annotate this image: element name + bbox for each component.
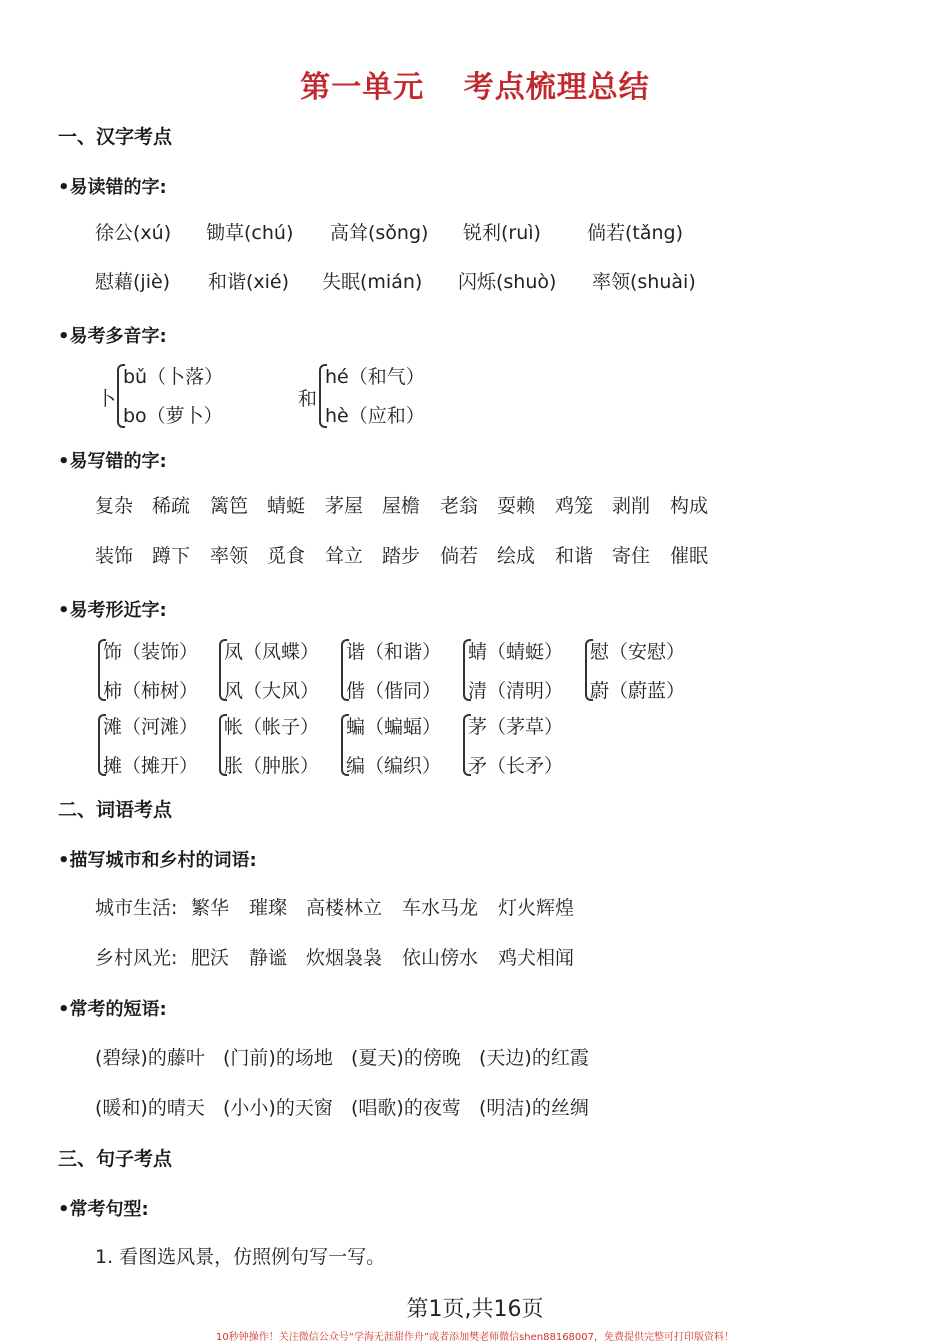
subheading-easy-misread: •易读错的字: [58,177,167,198]
subheading-phrases: •常考的短语: [58,999,167,1020]
polyphone-group-bu [97,362,297,432]
miswrite-word: 绘成 [497,545,536,567]
similar-char: 偕（偕同） [346,680,442,702]
similar-pair [585,637,695,703]
polyphone-group-he [298,362,498,432]
subheading-easy-miswrite: •易写错的字: [58,451,167,472]
similar-char: 柿（柿树） [103,680,199,702]
phrase: (碧绿)的藤叶 [95,1047,205,1069]
misread-word: 徐公(xú) [95,222,172,244]
promo-footer: 10秒钟操作！关注微信公众号“学海无涯甜作舟”或者添加樊老师微信shen88168007，免费提供完整可打印版资料！ [215,1332,735,1343]
page-title [0,62,950,106]
polyphone-reading: bo（萝卜） [123,405,223,427]
misread-word: 慰藉(jiè) [95,271,171,293]
city-life-word: 璀璨 [249,897,288,919]
miswrite-word: 寄住 [612,545,651,567]
phrases-row-2 [0,1093,950,1119]
similar-char: 谐（和谐） [346,641,442,663]
country-scenery-word: 鸡犬相闻 [498,947,575,969]
miswrite-word: 茅屋 [325,495,364,517]
city-life-label: 城市生活: [95,897,178,919]
subheading-similar-characters: •易考形近字: [58,600,167,621]
section-heading-characters: 一、汉字考点 [58,126,173,148]
miswrite-word: 踏步 [382,545,421,567]
misread-word: 高耸(sǒng) [330,222,429,244]
city-life-word: 车水马龙 [402,897,479,919]
similar-char: 清（清明） [468,680,564,702]
polyphone-char: 卜 [97,388,117,410]
country-scenery-row [0,943,950,969]
phrase: (门前)的场地 [223,1047,333,1069]
phrase: (唱歌)的夜莺 [351,1097,461,1119]
similar-char: 蜻（蜻蜓） [468,641,564,663]
misread-word: 锐利(ruì) [463,222,541,244]
polyphone-reading: bǔ（卜落） [123,366,224,388]
similar-char: 慰（安慰） [590,641,686,663]
country-scenery-word: 依山傍水 [402,947,479,969]
miswrite-word: 剥削 [612,495,651,517]
country-scenery-label: 乡村风光: [95,947,178,969]
subheading-city-country: •描写城市和乡村的词语: [58,850,257,871]
misread-row-1 [0,218,950,244]
miswrite-word: 耸立 [325,545,364,567]
misread-word: 倘若(tǎng) [587,222,684,244]
title-unit: 第一单元 [300,70,425,105]
miswrite-row-1 [0,491,950,517]
similar-pair [98,712,208,778]
similar-pair [219,712,329,778]
miswrite-word: 倘若 [440,545,479,567]
miswrite-word: 复杂 [95,495,134,517]
similar-pair [463,637,573,703]
miswrite-word: 觅食 [267,545,306,567]
country-scenery-word: 肥沃 [191,947,230,969]
similar-char: 滩（河滩） [103,716,199,738]
miswrite-row-2 [0,541,950,567]
similar-char: 矛（长矛） [468,755,564,777]
similar-char: 编（编织） [346,755,442,777]
similar-char: 风（大风） [224,680,320,702]
polyphone-reading: hé（和气） [325,366,425,388]
miswrite-word: 率领 [210,545,249,567]
phrase: (天边)的红霞 [479,1047,589,1069]
city-life-word: 灯火辉煌 [498,897,575,919]
miswrite-word: 老翁 [440,495,479,517]
miswrite-word: 装饰 [95,545,134,567]
similar-char: 摊（摊开） [103,755,199,777]
subheading-sentence-types: •常考句型: [58,1199,149,1220]
similar-pair [341,712,451,778]
page-number: 第1页,共16页 [406,1297,544,1322]
miswrite-word: 屋檐 [382,495,421,517]
phrase: (小小)的天窗 [223,1097,333,1119]
miswrite-word: 篱笆 [210,495,249,517]
similar-char: 茅（茅草） [468,716,564,738]
misread-word: 锄草(chú) [206,222,294,244]
miswrite-word: 和谐 [555,545,594,567]
section-heading-words: 二、词语考点 [58,799,173,821]
phrase: (夏天)的傍晚 [351,1047,461,1069]
phrase: (暖和)的晴天 [95,1097,205,1119]
similar-char: 蔚（蔚蓝） [590,680,686,702]
similar-char: 饰（装饰） [103,641,199,663]
title-topic: 考点梳理总结 [463,70,650,105]
misread-word: 率领(shuài) [592,271,696,293]
country-scenery-word: 静谧 [249,947,288,969]
miswrite-word: 催眠 [670,545,709,567]
sentence-exercise-1: 1. 看图选风景，仿照例句写一写。 [95,1246,386,1268]
misread-word: 和谐(xié) [208,271,290,293]
miswrite-word: 蜻蜓 [267,495,306,517]
miswrite-word: 构成 [670,495,709,517]
city-life-row [0,893,950,919]
similar-pair [463,712,573,778]
phrases-row-1 [0,1043,950,1069]
miswrite-word: 鸡笼 [555,495,594,517]
miswrite-word: 耍赖 [497,495,536,517]
polyphone-reading: hè（应和） [325,405,425,427]
similar-pair [341,637,451,703]
subheading-polyphone: •易考多音字: [58,326,167,347]
similar-char: 胀（肿胀） [224,755,320,777]
similar-char: 凤（凤蝶） [224,641,320,663]
misread-row-2 [0,267,950,293]
similar-char: 帐（帐子） [224,716,320,738]
misread-word: 失眠(mián) [322,271,423,293]
similar-pair [98,637,208,703]
misread-word: 闪烁(shuò) [458,271,557,293]
city-life-word: 繁华 [191,897,230,919]
polyphone-char: 和 [298,388,318,410]
phrase: (明洁)的丝绸 [479,1097,589,1119]
similar-pair [219,637,329,703]
miswrite-word: 稀疏 [152,495,191,517]
miswrite-word: 蹲下 [152,545,191,567]
similar-char: 蝙（蝙蝠） [346,716,442,738]
section-heading-sentences: 三、句子考点 [58,1148,173,1170]
country-scenery-word: 炊烟袅袅 [306,947,383,969]
city-life-word: 高楼林立 [306,897,383,919]
